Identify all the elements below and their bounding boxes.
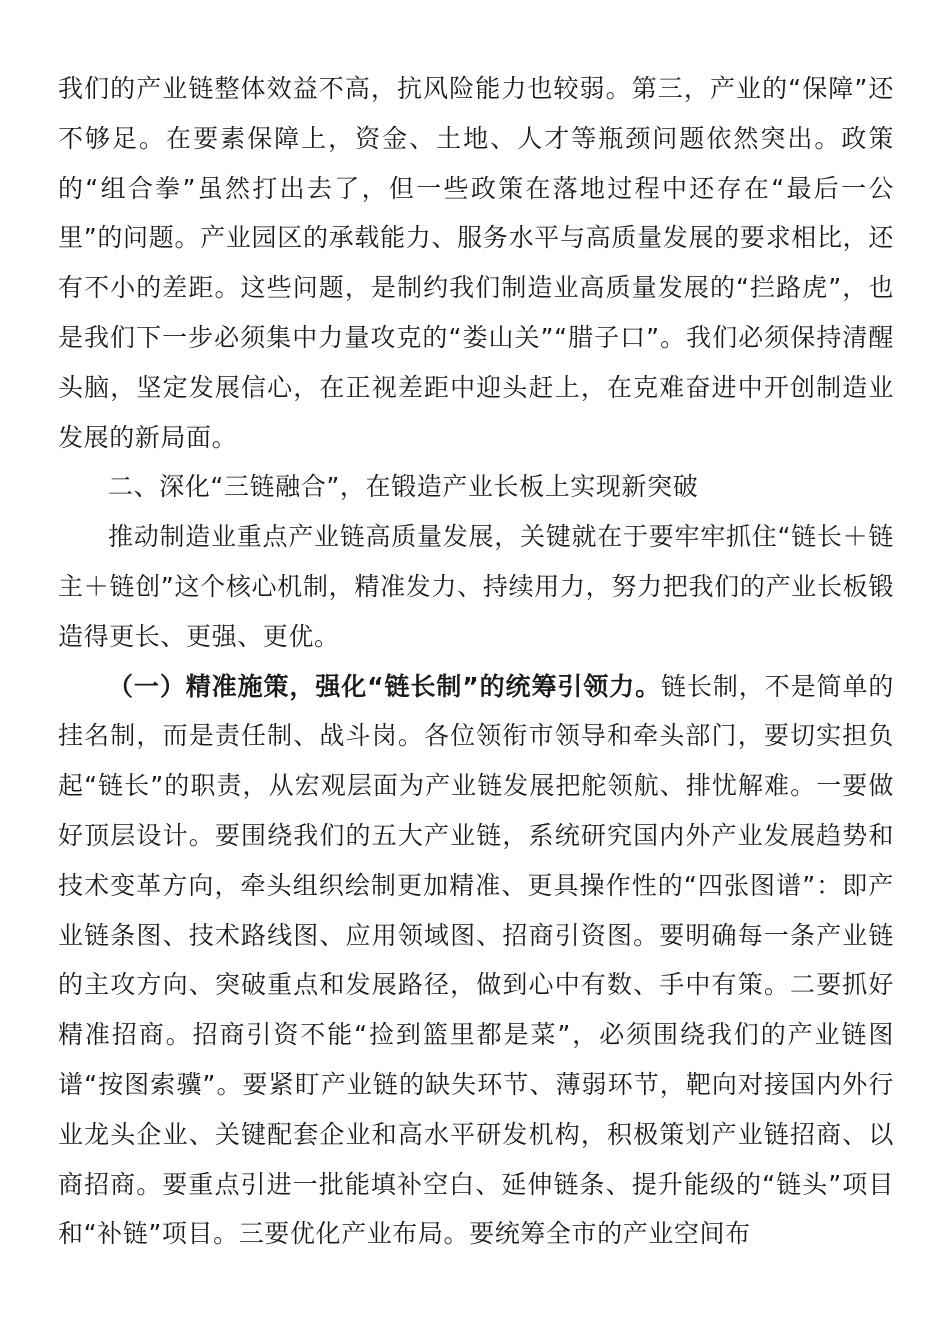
paragraph-subsection-one — [58, 662, 894, 1260]
subsection-body: 链长制，不是简单的挂名制，而是责任制、战斗岗。各位领衔市领导和牵头部门，要切实担负起“链长”的职责，从宏观层面为产业链发展把舵领航、排忧解难。一要做好顶层设计。要围绕我们的五大产业链，系统研究国内外产业发展趋势和技术变革方向，牵头组织绘制更加精准、更具操作性的“四张图谱”：即产业链条图、技术路线图、应用领域图、招商引资图。要明确每一条产业链的主攻方向、突破重点和发展路径，做到心中有数、手中有策。二要抓好精准招商。招商引资不能“捡到篮里都是菜”，必须围绕我们的产业链图谱“按图索骥”。要紧盯产业链的缺失环节、薄弱环节，靶向对接国内外行业龙头企业、关键配套企业和高水平研发机构，积极策划产业链招商、以商招商。要重点引进一批能填补空白、延伸链条、提升能级的“链头”项目和“补链”项目。三要优化产业布局。要统筹全市的产业空间布 — [58, 671, 894, 1249]
section-heading: 二、深化“三链融合”，在锻造产业长板上实现新突破 — [108, 472, 699, 502]
paragraph-continuation: 我们的产业链整体效益不高，抗风险能力也较弱。第三，产业的“保障”还不够足。在要素保障上，资金、土地、人才等瓶颈问题依然突出。政策的“组合拳”虽然打出去了，但一些政策在落地过程中还存在“最后一公里”的问题。产业园区的承载能力、服务水平与高质量发展的要求相比，还有不小的差距。这些问题，是制约我们制造业高质量发展的“拦路虎”，也是我们下一步必须集中力量攻克的“娄山关”“腊子口”。我们必须保持清醒头脑，坚定发展信心，在正视差距中迎头赶上，在克难奋进中开创制造业发展的新局面。 — [58, 74, 894, 452]
document-page — [58, 64, 894, 1259]
paragraph-intro: 推动制造业重点产业链高质量发展，关键就在于要牢牢抓住“链长＋链主＋链创”这个核心机制，精准发力、持续用力，努力把我们的产业长板锻造得更长、更强、更优。 — [58, 522, 894, 651]
subsection-heading: （一）精准施策，强化“链长制”的统筹引领力。 — [108, 671, 662, 701]
